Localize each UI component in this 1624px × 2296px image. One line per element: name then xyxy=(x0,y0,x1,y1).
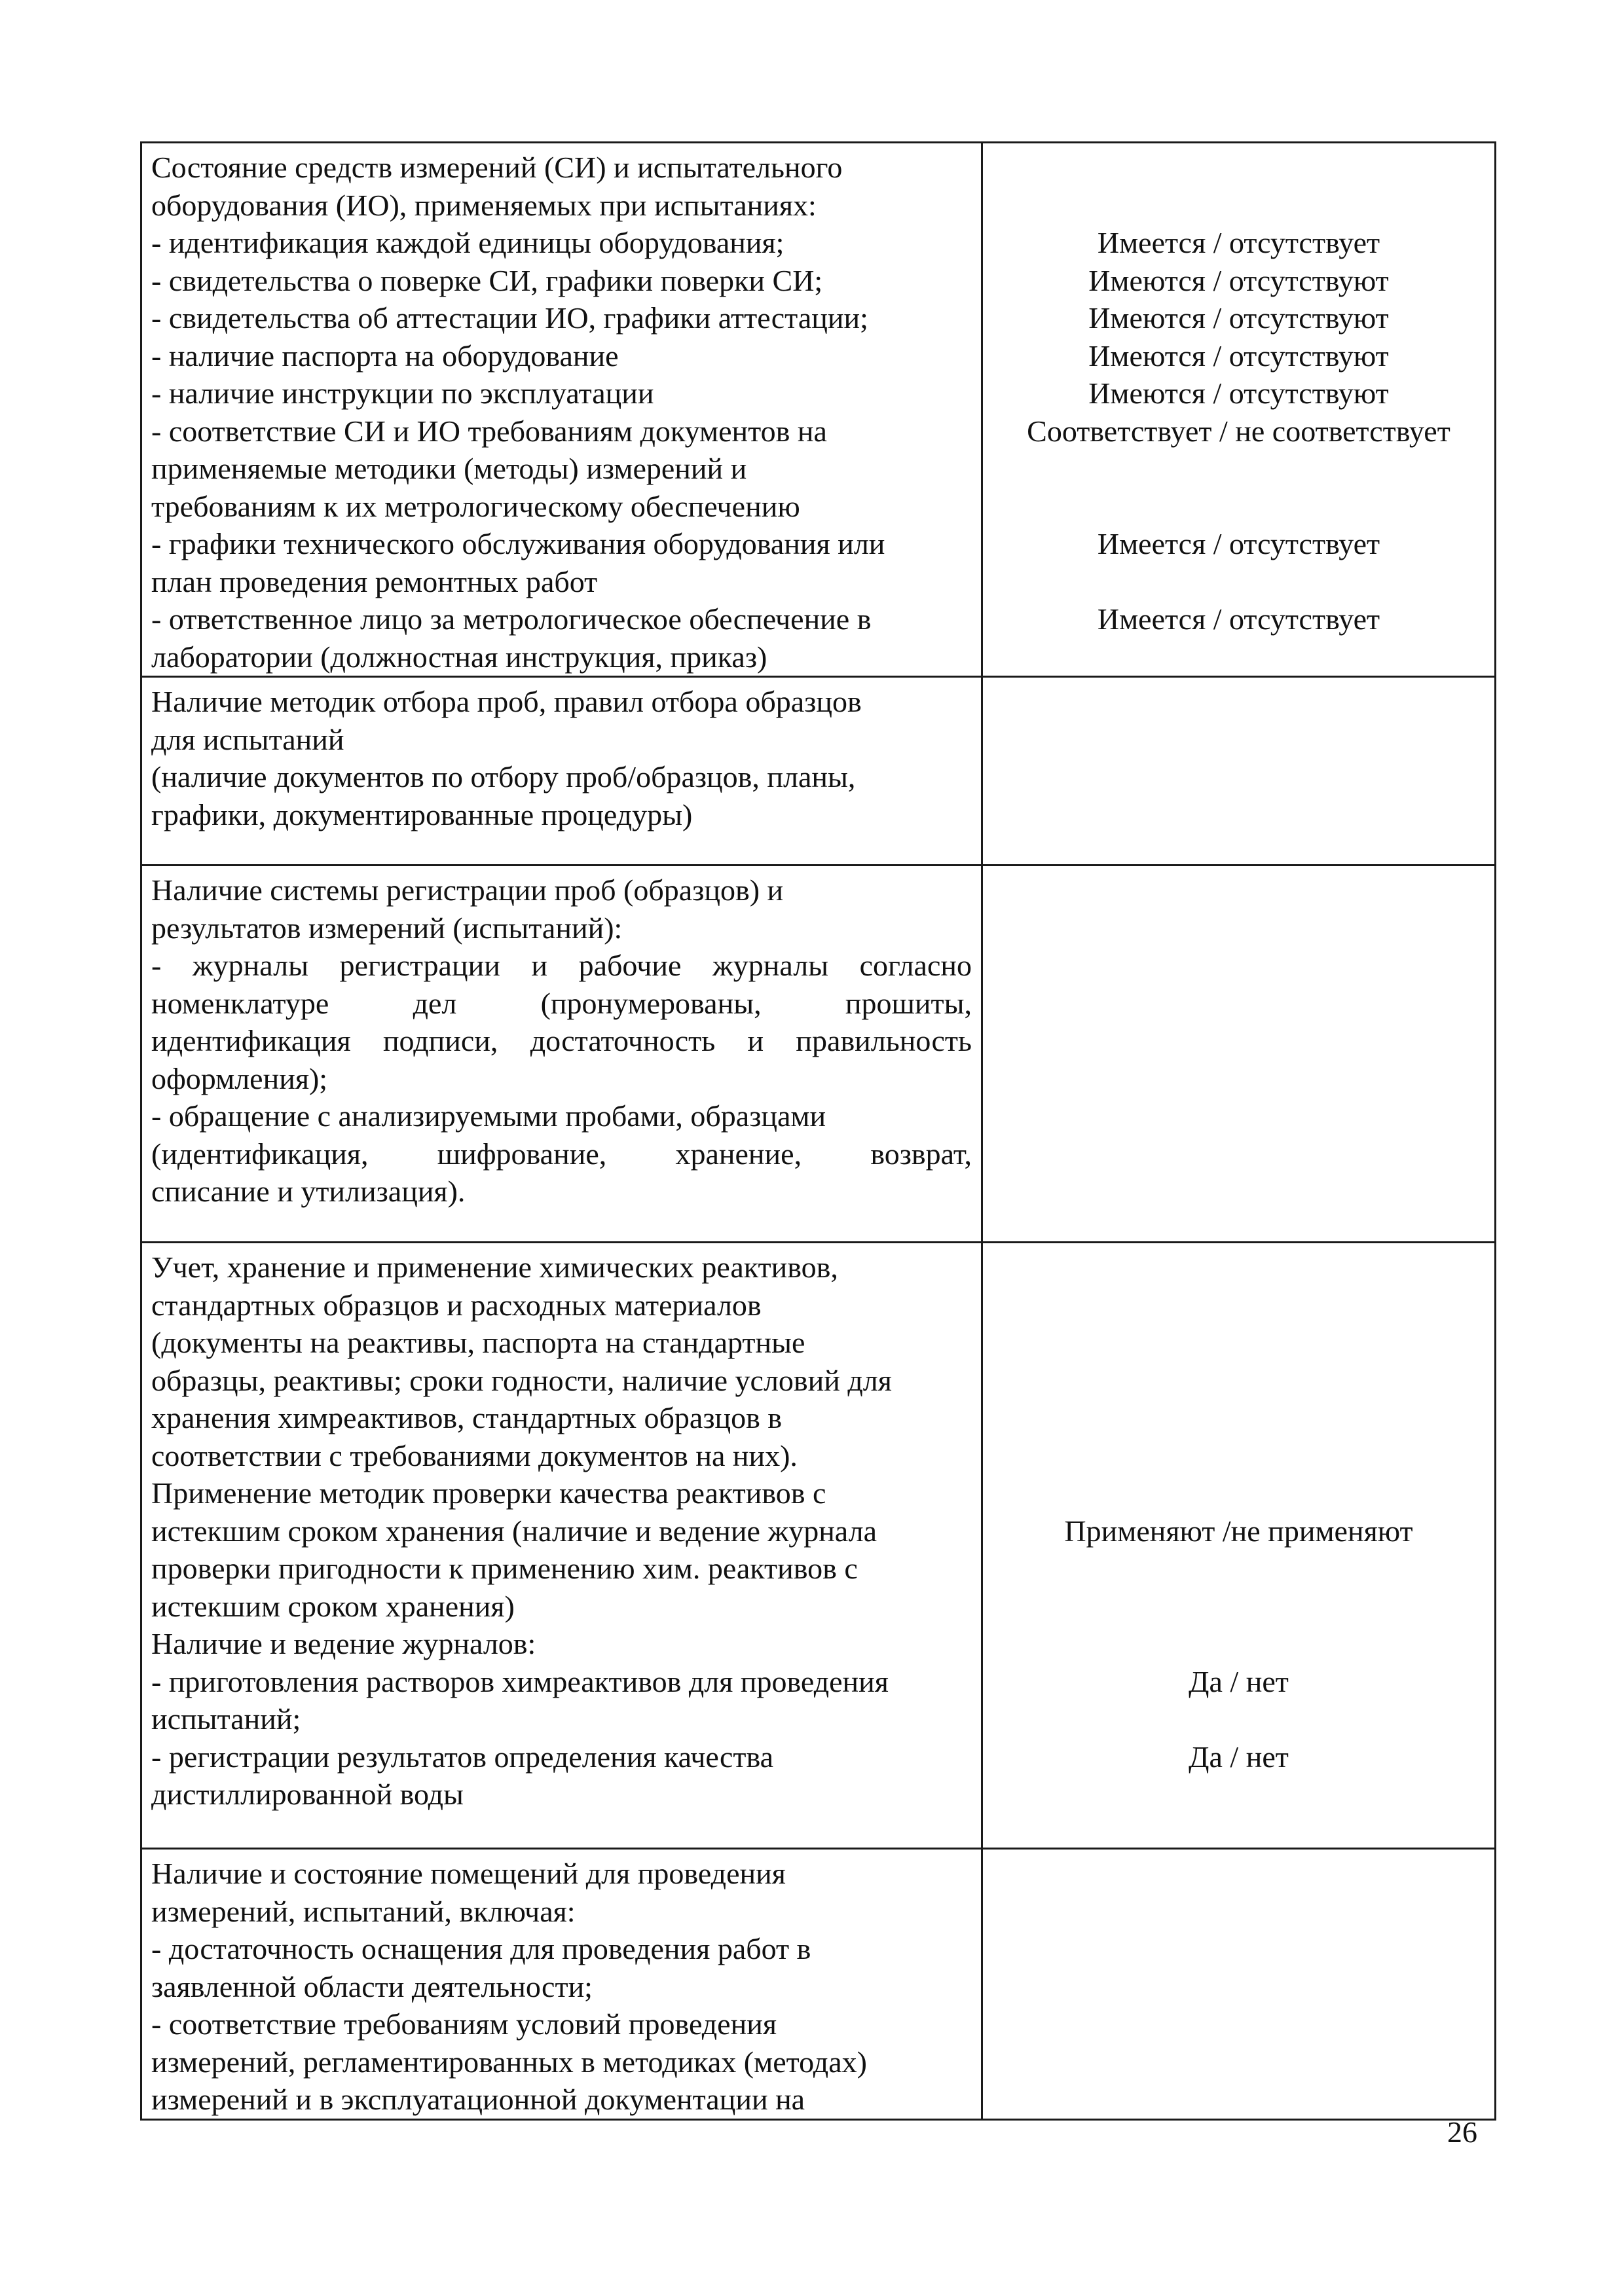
assessment-value: Имеются / отсутствуют xyxy=(1088,301,1389,335)
criterion-line: - соответствие требованиям условий проведения xyxy=(151,2007,777,2041)
assessment-line xyxy=(992,563,1485,601)
assessment-value: Имеются / отсутствуют xyxy=(1088,338,1389,373)
criterion-line: - регистрации результатов определения качества xyxy=(151,1740,774,1774)
criterion-line: идентификация подписи, достаточность и правильность xyxy=(151,1024,972,1057)
assessment-line xyxy=(992,1399,1485,1437)
criterion-line: - свидетельства о поверке СИ, графики поверки СИ; xyxy=(151,263,823,297)
criterion-line: Наличие и ведение журналов: xyxy=(151,1627,536,1660)
table-row-registration xyxy=(141,866,1496,1243)
criterion-line: - наличие инструкции по эксплуатации xyxy=(151,376,654,410)
assessment-line xyxy=(992,1588,1485,1626)
assessment-value: Имеется / отсутствует xyxy=(1097,602,1380,636)
criterion-line: - наличие паспорта на оборудование xyxy=(151,338,619,373)
assessment-value: Имеется / отсутствует xyxy=(1097,226,1380,259)
checklist-table xyxy=(140,141,1496,2121)
criterion-line: измерений и в эксплуатационной документации на xyxy=(151,2083,805,2116)
criterion-line: списание и утилизация). xyxy=(151,1175,466,1208)
criterion-line: (документы на реактивы, паспорта на стандартные xyxy=(151,1326,805,1359)
criterion-line: измерений, регламентированных в методиках (методах) xyxy=(151,2045,867,2079)
criterion-line: стандартных образцов и расходных материалов xyxy=(151,1288,762,1322)
criterion-line: Учет, хранение и применение химических реактивов, xyxy=(151,1250,838,1284)
criterion-line: хранения химреактивов, стандартных образцов в xyxy=(151,1401,783,1434)
criterion-line: результатов измерений (испытаний): xyxy=(151,911,623,945)
assessment-value: Имеются / отсутствуют xyxy=(1088,263,1389,297)
criterion-line: - графики технического обслуживания оборудования или xyxy=(151,527,885,560)
row-criterion-cell xyxy=(141,1849,982,2120)
assessment-line xyxy=(992,1550,1485,1588)
criterion-line: - соответствие СИ и ИО требованиям документов на xyxy=(151,414,827,448)
criterion-line: оформления); xyxy=(151,1061,328,1095)
row-criterion-cell xyxy=(141,866,982,1243)
assessment-line xyxy=(992,1625,1485,1663)
criterion-line: - обращение с анализируемыми пробами, образцами xyxy=(151,1099,826,1133)
table-row-premises xyxy=(141,1849,1496,2120)
assessment-line xyxy=(992,149,1485,187)
assessment-value: Имеется / отсутствует xyxy=(1097,527,1380,560)
assessment-value: Применяют /не применяют xyxy=(1064,1514,1413,1548)
criterion-line: истекшим сроком хранения) xyxy=(151,1589,515,1623)
criterion-line: (идентификация, шифрование, хранение, возврат, xyxy=(151,1137,972,1171)
row-criterion-cell xyxy=(141,143,982,677)
criterion-line: - ответственное лицо за метрологическое обеспечение в xyxy=(151,602,872,636)
assessment-line xyxy=(992,1362,1485,1400)
criterion-line: лаборатории (должностная инструкция, приказ) xyxy=(151,640,767,674)
assessment-line xyxy=(992,1474,1485,1512)
criterion-line: образцы, реактивы; сроки годности, наличие условий для xyxy=(151,1363,892,1397)
row-assessment-cell xyxy=(982,677,1496,866)
criterion-line: (наличие документов по отбору проб/образцов, планы, xyxy=(151,760,856,793)
row-assessment-cell xyxy=(982,143,1496,677)
criterion-line: Состояние средств измерений (СИ) и испытательного xyxy=(151,151,843,184)
assessment-line xyxy=(992,1286,1485,1324)
criterion-line: - свидетельства об аттестации ИО, графики аттестации; xyxy=(151,301,868,335)
criterion-line: для испытаний xyxy=(151,722,344,756)
assessment-value: Да / нет xyxy=(1189,1664,1289,1698)
table-row-equipment xyxy=(141,143,1496,677)
criterion-line: - идентификация каждой единицы оборудования; xyxy=(151,226,784,259)
criterion-line: истекшим сроком хранения (наличие и ведение журнала xyxy=(151,1514,877,1548)
criterion-line: Наличие методик отбора проб, правил отбора образцов xyxy=(151,685,862,718)
criterion-line: Наличие и состояние помещений для проведения xyxy=(151,1857,786,1890)
row-criterion-cell xyxy=(141,1243,982,1849)
assessment-line xyxy=(992,488,1485,526)
assessment-line xyxy=(992,450,1485,488)
assessment-value: Имеются / отсутствуют xyxy=(1088,376,1389,410)
row-criterion-cell xyxy=(141,677,982,866)
table-row-sampling xyxy=(141,677,1496,866)
table-row-reagents xyxy=(141,1243,1496,1849)
criterion-line: применяемые методики (методы) измерений и xyxy=(151,452,747,485)
assessment-line xyxy=(992,1700,1485,1738)
criterion-line: план проведения ремонтных работ xyxy=(151,564,598,598)
criterion-line: - приготовления растворов химреактивов для проведения xyxy=(151,1664,889,1698)
assessment-line xyxy=(992,1324,1485,1362)
criterion-line: графики, документированные процедуры) xyxy=(151,797,693,831)
row-assessment-cell xyxy=(982,1849,1496,2120)
criterion-line: оборудования (ИО), применяемых при испытаниях: xyxy=(151,188,817,222)
criterion-line: соответствии с требованиями документов на них). xyxy=(151,1438,798,1472)
criterion-line: Применение методик проверки качества реактивов с xyxy=(151,1476,826,1510)
assessment-line xyxy=(992,1248,1485,1286)
criterion-line: дистиллированной воды xyxy=(151,1777,464,1811)
criterion-line: измерений, испытаний, включая: xyxy=(151,1894,576,1928)
page-number: 26 xyxy=(1447,2115,1477,2149)
assessment-value: Соответствует / не соответствует xyxy=(1027,414,1450,448)
criterion-line: номенклатуре дел (пронумерованы, прошиты, xyxy=(151,986,972,1020)
criterion-line: Наличие системы регистрации проб (образцов) и xyxy=(151,873,784,907)
criterion-line: - журналы регистрации и рабочие журналы согласно xyxy=(151,949,972,982)
row-assessment-cell xyxy=(982,1243,1496,1849)
criterion-line: заявленной области деятельности; xyxy=(151,1969,593,2003)
criterion-line: испытаний; xyxy=(151,1702,301,1736)
assessment-line xyxy=(992,1437,1485,1475)
criterion-line: требованиям к их метрологическому обеспечению xyxy=(151,489,800,523)
assessment-value: Да / нет xyxy=(1189,1740,1289,1774)
criterion-line: проверки пригодности к применению хим. реактивов с xyxy=(151,1552,858,1585)
row-assessment-cell xyxy=(982,866,1496,1243)
assessment-line xyxy=(992,187,1485,225)
criterion-line: - достаточность оснащения для проведения работ в xyxy=(151,1932,811,1965)
